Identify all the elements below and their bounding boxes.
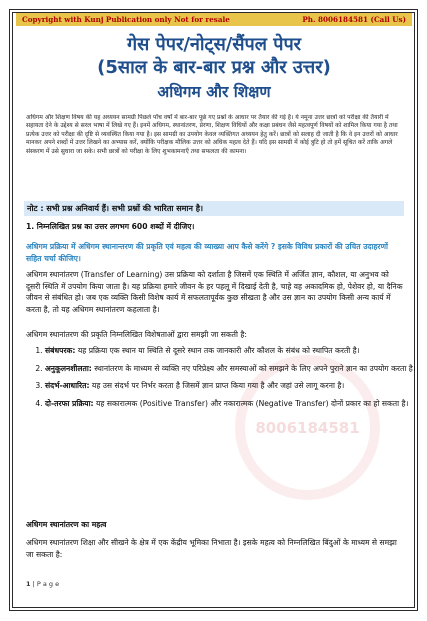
page-label: | P a g e — [32, 580, 60, 588]
watermark-text: 8006184581 — [255, 418, 360, 437]
features-list — [26, 345, 423, 415]
definition-paragraph: अधिगम स्थानांतरण (Transfer of Learning) उस प्रक्रिया को दर्शाता है जिसमें एक स्थिति में अर्जित ज्ञान, कौशल, या अनुभव को दूसरी स्थिति में उपयोग किया जाता है। यह प्रक्रिया हमारे जीवन के हर पहलू में दिखाई देती है, चाहे वह अकादमिक हो, पेशेवर हो, या दैनिक जीवन से संबंधित हो। जब एक व्यक्ति किसी विशेष कार्य में सफलतापूर्वक कुछ सीखता है और उस ज्ञान का उपयोग किसी अन्य कार्य में करता है, तो यह अधिगम स्थानांतरण कहलाता है। — [26, 270, 403, 314]
intro-paragraph: अधिगम और शिक्षण विषय की यह अध्ययन सामग्री पिछले पाँच वर्षों में बार-बार पूछे गए प्रश्नों के आधार पर तैयार की गई है। ये नमूना उत्तर छात्रों को परीक्षा की तैयारी में सहायता देने के उद्देश्य से सरल भाषा में लिखे गए हैं। इनमें अधिगम, स्थानांतरण, प्रेरणा, शिक्षण विधियों और कक्षा प्रबंधन जैसे महत्वपूर्ण विषयों को शामिल किया गया है तथा प्रत्येक उत्तर को परीक्षा की दृष्टि से व्यवस्थित किया गया है। इस सामग्री का उपयोग केवल व्यक्तिगत अध्ययन हेतु करें। छात्रों को सलाह दी जाती है कि वे इन उत्तरों को आधार मानकर अपने शब्दों में उत्तर लिखने का अभ्यास करें, क्योंकि परीक्षक मौलिक उत्तर को अधिक महत्व देते हैं। यदि इस सामग्री में कोई त्रुटि हो तो हमें सूचित करें ताकि अगले संस्करण में उसे सुधारा जा सके। सभी छात्रों को परीक्षा के लिए शुभकामनाएँ तथा सफलता की कामना। — [26, 114, 398, 155]
page-number: 1 — [26, 580, 31, 588]
feature-item — [45, 398, 423, 410]
question-text: अधिगम प्रक्रिया में अधिगम स्थानान्तरण की प्रकृति एवं महत्व की व्याख्या आप कैसे करेंगे ? इसके विविध प्रकारों की उचित उदाहरणों सहित चर्चा कीजिए। — [26, 242, 388, 263]
feature-text: यह प्रक्रिया एक स्थान या स्थिति से दूसरे स्थान तक जानकारी और कौशल के संबंध को स्थापित करती है। — [75, 346, 360, 355]
page-footer — [26, 580, 59, 588]
subject-title: अधिगम और शिक्षण — [157, 83, 271, 101]
nature-lead-paragraph: अधिगम स्थानांतरण की प्रकृति निम्नलिखित विशेषताओं द्वारा समझी जा सकती है: — [26, 330, 247, 339]
feature-text: यह सकारात्मक (Positive Transfer) और नकारात्मक (Negative Transfer) दोनों प्रकार का हो सकता है। — [93, 398, 409, 408]
question-instruction: 1. निम्नलिखित प्रश्न का उत्तर लगभग 600 शब्दों में दीजिए। — [26, 222, 195, 231]
phone-text: Ph. 8006184581 (Call Us) — [302, 15, 406, 24]
exam-note: नोट : सभी प्रश्न अनिवार्य हैं। सभी प्रश्नों की भारिता समान है। — [24, 201, 404, 216]
feature-item — [45, 380, 423, 392]
feature-item — [45, 363, 423, 375]
copyright-banner — [16, 13, 412, 26]
feature-title: अनुकूलनशीलता: — [45, 363, 92, 373]
copyright-text: Copyright with Kunj Publication only Not for resale — [22, 15, 230, 24]
feature-title: संदर्भ-आधारित: — [45, 381, 90, 390]
importance-paragraph: अधिगम स्थानांतरण शिक्षा और सीखने के क्षेत्र में एक केंद्रीय भूमिका निभाता है। इसके महत्व को निम्नलिखित बिंदुओं के माध्यम से समझा जा सकता है: — [26, 538, 397, 559]
feature-title: दो-तरफा प्रक्रिया: — [45, 398, 94, 408]
importance-heading: अधिगम स्थानांतरण का महत्व — [26, 520, 107, 529]
feature-item — [45, 345, 423, 357]
title-line-2: (5साल के बार-बार प्रश्न और उत्तर) — [97, 57, 331, 78]
title-line-1: गेस पेपर/नोट्स/सैंपल पेपर — [126, 34, 302, 55]
feature-text: स्थानांतरण के माध्यम से व्यक्ति नए परिप्रेक्ष्य और समस्याओं को समझने के लिए अपने पुराने ज्ञान का उपयोग करता है। — [91, 363, 416, 373]
feature-text: यह उस संदर्भ पर निर्भर करता है जिसमें ज्ञान प्राप्त किया गया है और जहां उसे लागू करना है। — [89, 381, 345, 390]
feature-title: संबंधपरक: — [45, 346, 76, 355]
